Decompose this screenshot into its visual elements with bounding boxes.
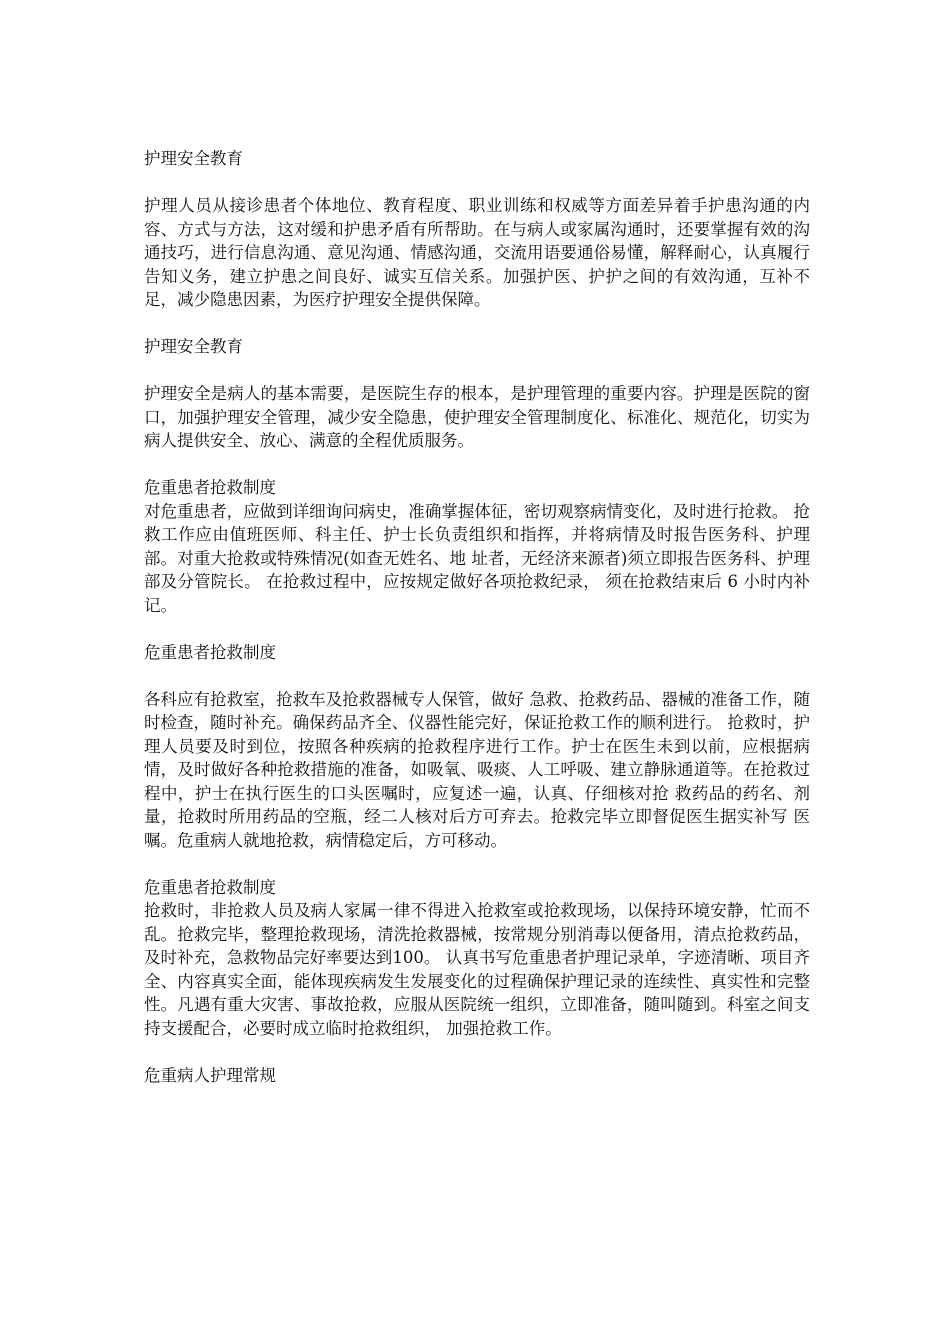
section-2-body: 护理安全是病人的基本需要，是医院生存的根本，是护理管理的重要内容。护理是医院的窗口，加强护理安全管理，减少安全隐患，使护理安全管理制度化、标准化、规范化，切实为病人提供安全、放心、满意的全程优质服务。: [144, 384, 810, 450]
section-1-title: 护理安全教育: [144, 149, 243, 168]
section-4-title: 危重患者抢救制度: [144, 642, 276, 662]
spacer: [144, 312, 810, 336]
spacer: [144, 171, 810, 195]
section-3-title: 危重患者抢救制度: [144, 478, 276, 497]
section-3-body: 对危重患者，应做到详细询问病史，准确掌握体征，密切观察病情变化，及时进行抢救。 抢救工作应由值班医师、科主任、护士长负责组织和指挥，并将病情及时报告医务科、护理部。对重大抢救或特殊情况(如查无姓名、地 址者，无经济来源者)须立即报告医务科、护理部及分管院长。 在抢救过程中，应按规定做好各项抢救纪录， 须在抢救结束后 6 小时内补记。: [144, 501, 810, 615]
spacer: [144, 617, 810, 641]
section-6-title: 危重病人护理常规: [144, 1065, 276, 1085]
section-5-body: 抢救时，非抢救人员及病人家属一律不得进入抢救室或抢救现场，以保持环境安静，忙而不乱。抢救完毕，整理抢救现场，清洗抢救器械，按常规分别消毒以便备用，清点抢救药品，及时补充，急救物品完好率要达到100。 认真书写危重患者护理记录单，字迹清晰、项目齐全、内容真实全面，能体现疾病发生发展变化的过程确保护理记录的连续性、真实性和完整性。凡遇有重大灾害、事故抢救，应服从医院统一组织，立即准备，随叫随到。科室之间支持支援配合，必要时成立临时抢救组织， 加强抢救工作。: [144, 901, 810, 1038]
section-2-title: 护理安全教育: [144, 337, 243, 356]
section-4-body: 各科应有抢救室，抢救车及抢救器械专人保管，做好 急救、抢救药品、器械的准备工作，随时检查，随时补充。确保药品齐全、仪器性能完好，保证抢救工作的顺利进行。 抢救时，护理人员要及时到位，按照各种疾病的抢救程序进行工作。护士在医生未到以前，应根据病情，及时做好各种抢救措施的准备，如吸氧、吸痰、人工呼吸、建立静脉通道等。在抢救过程中，护士在执行医生的口头医嘱时，应复述一遍，认真、仔细核对抢 救药品的药名、剂量，抢救时所用药品的空瓶，经二人核对后方可弃去。抢救完毕立即督促医生据实补写 医嘱。危重病人就地抢救，病情稳定后，方可移动。: [144, 689, 810, 850]
spacer: [144, 664, 810, 688]
document-page: [144, 147, 810, 1087]
section-1-body: 护理人员从接诊患者个体地位、教育程度、职业训练和权威等方面差异着手护患沟通的内容、方式与方法，这对缓和护患矛盾有所帮助。在与病人或家属沟通时，还要掌握有效的沟通技巧，进行信息沟通、意见沟通、情感沟通，交流用语要通俗易懂，解释耐心，认真履行告知义务，建立护患之间良好、诚实互信关系。加强护医、护护之间的有效沟通，互补不足，减少隐患因素，为医疗护理安全提供保障。: [144, 196, 810, 309]
section-5-title: 危重患者抢救制度: [144, 877, 276, 897]
spacer: [144, 359, 810, 383]
spacer: [144, 453, 810, 477]
spacer: [144, 1040, 810, 1064]
spacer: [144, 852, 810, 876]
